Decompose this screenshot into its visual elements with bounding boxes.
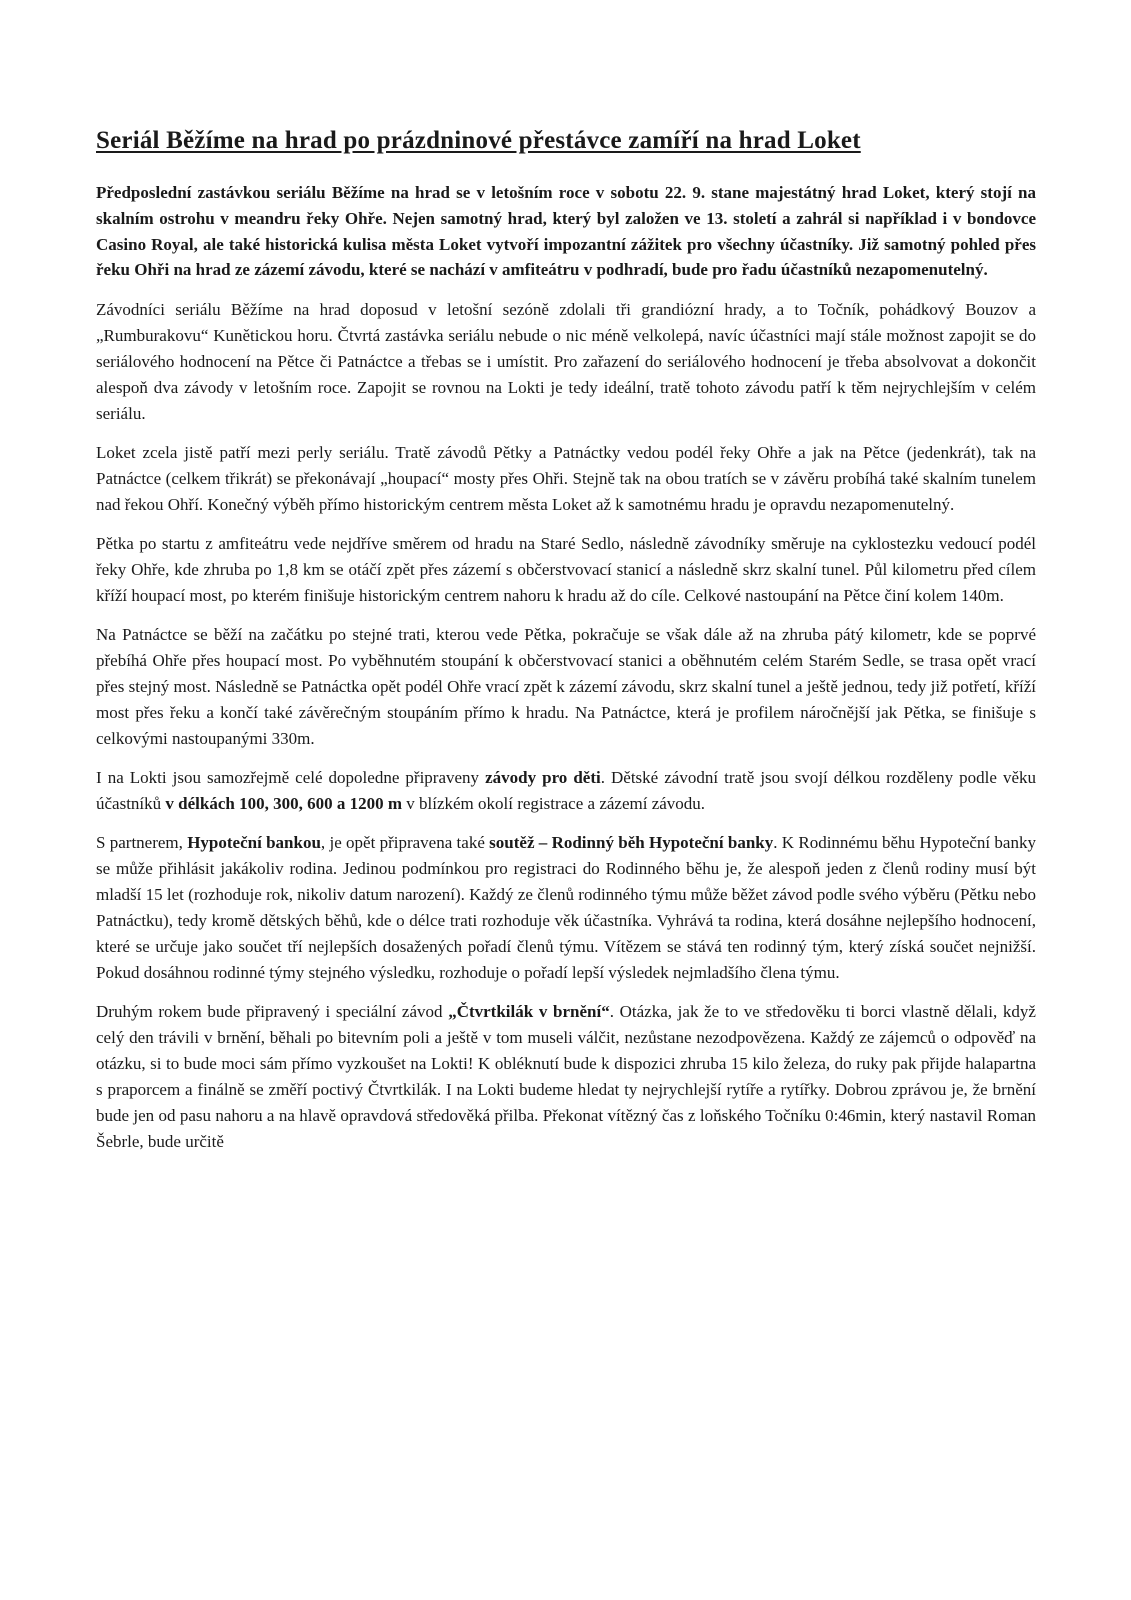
document-page — [96, 126, 1036, 1168]
text-segment: S partnerem, — [96, 833, 188, 853]
text-segment: I na Lokti jsou samozřejmě celé dopoledne připraveny — [96, 768, 486, 788]
document-title: Seriál Běžíme na hrad po prázdninové přestávce zamíří na hrad Loket — [96, 127, 861, 154]
text-segment: Druhým rokem bude připravený i speciální závod — [96, 1002, 449, 1022]
bold-kids-races: závody pro děti — [485, 768, 601, 788]
bold-partner-bank: Hypoteční bankou — [187, 833, 321, 853]
text-segment: . Otázka, jak že to ve středověku ti borci vlastně dělali, když celý den trávili v brnění, běhali po bitevním poli a ještě v tom museli válčit, nezůstane nezodpovězena. Každý ze zájemců o odpověď na otázku, si to bude moci sám přímo vyzkoušet na Lokti! K obléknutí bude k dispozici zhruba 15 kilo železa, do ruky pak přijde halapartna s praporcem a finálně se změří poctivý Čtvrtkilák. I na Lokti budeme hledat ty nejrychlejší rytíře a rytířky. Dobrou zprávou je, že brnění bude jen od pasu nahoru a na hlavě opravdová středověká přilba. Překonat vítězný čas z loňského Točníku 0:46min, který nastavil Roman Šebrle, bude určitě — [96, 1002, 1036, 1152]
lead-paragraph: Předposlední zastávkou seriálu Běžíme na hrad se v letošním roce v sobotu 22. 9. stane majestátný hrad Loket, který stojí na skalním ostrohu v meandru řeky Ohře. Nejen samotný hrad, který byl založen ve 13. století a zahrál si například i v bondovce Casino Royal, ale také historická kulisa města Loket vytvoří impozantní zážitek pro všechny účastníky. Již samotný pohled přes řeku Ohři na hrad ze zázemí závodu, které se nachází v amfiteátru v podhradí, bude pro řadu účastníků nezapomenutelný. — [96, 183, 1036, 280]
paragraph-patnactka-route: Na Patnáctce se běží na začátku po stejné trati, kterou vede Pětka, pokračuje se však dále až na zhruba pátý kilometr, kde se poprvé přebíhá Ohře přes houpací most. Po vyběhnutém stoupání k občerstvovací stanici a oběhnutém celém Starém Sedle, se trasa opět vrací přes stejný most. Následně se Patnáctka opět podél Ohře vrací zpět k zázemí závodu, skrz skalní tunel a ještě jednou, tedy již potřetí, kříží most přes řeku a končí také závěrečným stoupáním přímo k hradu. Na Patnáctce, která je profilem náročnější jak Pětka, se finišuje s celkovými nastoupanými 330m. — [96, 625, 1036, 749]
bold-distances: v délkách 100, 300, 600 a 1200 m — [165, 794, 402, 814]
paragraph-kids-races — [96, 765, 1036, 817]
paragraph-armor-race — [96, 999, 1036, 1155]
text-segment: , je opět připravena také — [320, 833, 490, 853]
text-segment: . Dětské závodní tratě jsou svojí délkou rozděleny podle věku účastníků — [96, 768, 1036, 814]
paragraph-loket-pearl: Loket zcela jistě patří mezi perly seriálu. Tratě závodů Pětky a Patnáctky vedou podél řeky Ohře a jak na Pětce (jedenkrát), tak na Patnáctce (celkem třikrát) se překonávají „houpací“ mosty přes Ohři. Stejně tak na obou tratích se v závěru probíhá také skalním tunelem nad řekou Ohří. Konečný výběh přímo historickým centrem města Loket až k samotnému hradu je opravdu nezapomenutelný. — [96, 443, 1036, 515]
bold-family-run-contest: soutěž – Rodinný běh Hypoteční banky — [489, 833, 774, 853]
text-segment: v blízkém okolí registrace a zázemí závodu. — [402, 794, 706, 814]
paragraph-family-run — [96, 830, 1036, 986]
text-segment: . K Rodinnému běhu Hypoteční banky se může přihlásit jakákoliv rodina. Jedinou podmínkou pro registraci do Rodinného běhu je, že alespoň jeden z členů rodiny musí být mladší 15 let (rozhoduje rok, nikoliv datum narození). Každý ze členů rodinného týmu může běžet závod podle svého výběru (Pětku nebo Patnáctku), tedy kromě dětských běhů, kde o délce trati rozhoduje věk účastníka. Vyhrává ta rodina, která dosáhne nejlepšího hodnocení, které se určuje jako součet tří nejlepších dosažených pořadí členů týmu. Vítězem se stává ten rodinný tým, který získá součet nejnižší. Pokud dosáhnou rodinné týmy stejného výsledku, rozhoduje o pořadí lepší výsledek nejmladšího člena týmu. — [96, 833, 1036, 983]
paragraph-petka-route: Pětka po startu z amfiteátru vede nejdříve směrem od hradu na Staré Sedlo, následně závodníky směruje na cyklostezku vedoucí podél řeky Ohře, kde zhruba po 1,8 km se otáčí zpět přes zázemí s občerstvovací stanicí a následně skrz skalní tunel. Půl kilometru před cílem kříží houpací most, po kterém finišuje historickým centrem nahoru k hradu až do cíle. Celkové nastoupání na Pětce činí kolem 140m. — [96, 534, 1036, 606]
paragraph-series-progress: Závodníci seriálu Běžíme na hrad doposud v letošní sezóně zdolali tři grandiózní hrady, a to Točník, pohádkový Bouzov a „Rumburakovu“ Kunětickou horu. Čtvrtá zastávka seriálu nebude o nic méně velkolepá, navíc účastníci mají stále možnost zapojit se do seriálového hodnocení na Pětce či Patnáctce a třebas se i umístit. Pro zařazení do seriálového hodnocení je třeba absolvovat a dokončit alespoň dva závody v letošním roce. Zapojit se rovnou na Lokti je tedy ideální, tratě tohoto závodu patří k těm nejrychlejším v celém seriálu. — [96, 300, 1036, 424]
bold-armor-race-name: „Čtvrtkilák v brnění“ — [448, 1002, 610, 1022]
